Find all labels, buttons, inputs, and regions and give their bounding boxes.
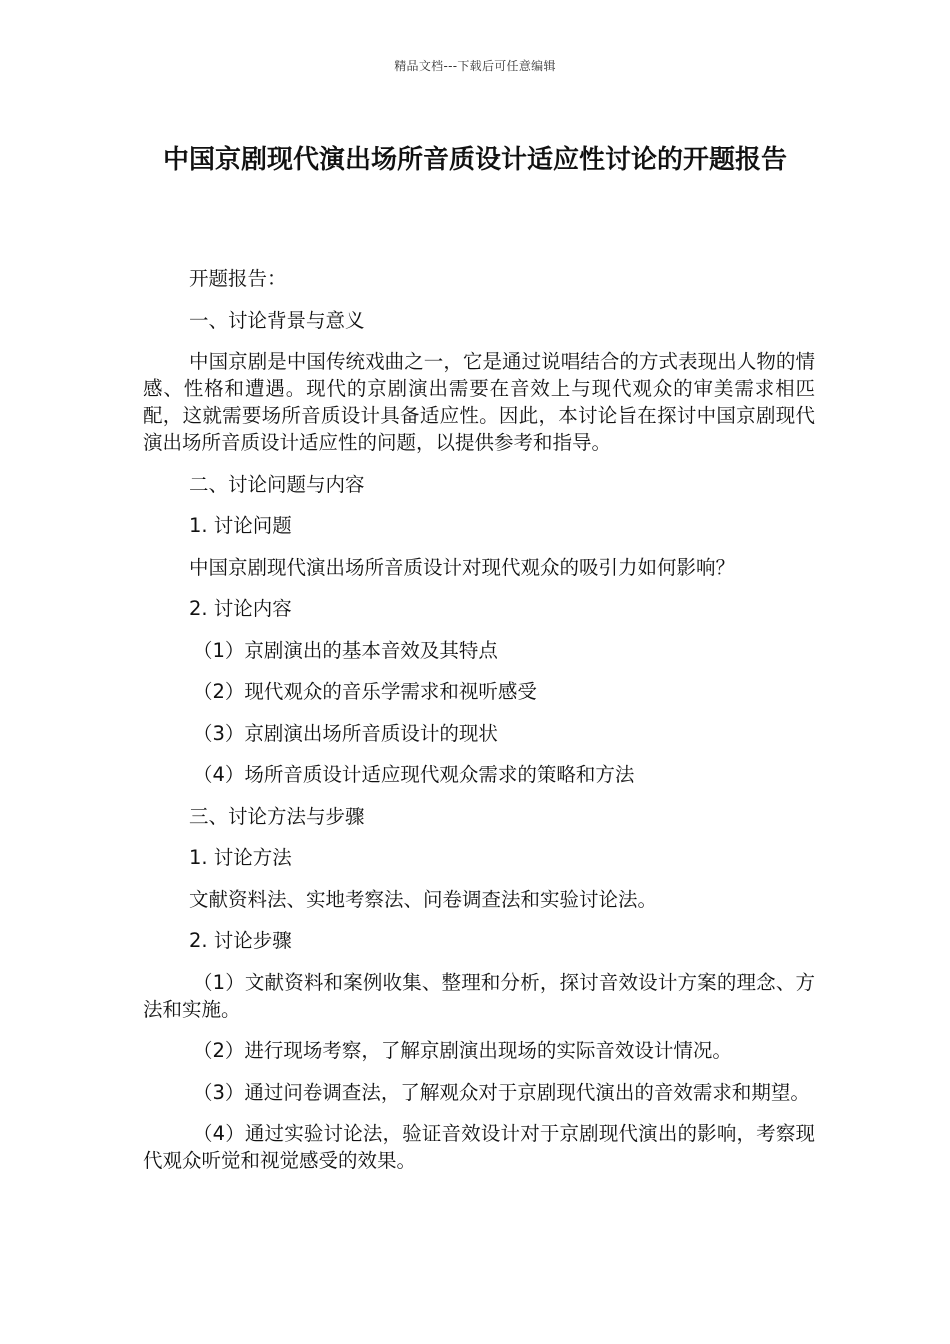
document-body — [143, 265, 815, 1189]
subheading-method: 1. 讨论方法 — [189, 846, 292, 869]
subheading-question: 1. 讨论问题 — [189, 514, 292, 537]
subheading-steps: 2. 讨论步骤 — [189, 929, 292, 952]
paragraph-background: 中国京剧是中国传统戏曲之一，它是通过说唱结合的方式表现出人物的情感、性格和遭遇。现代的京剧演出需要在音效上与现代观众的审美需求相匹配，这就需要场所音质设计具备适应性。因此，本讨论旨在探讨中国京剧现代演出场所音质设计适应性的问题，以提供参考和指导。 — [143, 350, 815, 454]
section-heading-methods: 三、讨论方法与步骤 — [189, 804, 365, 828]
paragraph-methods: 文献资料法、实地考察法、问卷调查法和实验讨论法。 — [189, 887, 658, 911]
list-item: （2）进行现场考察，了解京剧演出现场的实际音效设计情况。 — [193, 1039, 732, 1062]
list-item: （4）通过实验讨论法，验证音效设计对于京剧现代演出的影响，考察现代观众听觉和视觉感受的效果。 — [143, 1122, 815, 1172]
list-item: （4）场所音质设计适应现代观众需求的策略和方法 — [193, 763, 635, 786]
header-note: 精品文档---下载后可任意编辑 — [394, 59, 556, 73]
paragraph-intro-label: 开题报告： — [189, 267, 287, 290]
section-heading-questions: 二、讨论问题与内容 — [189, 472, 365, 496]
list-item: （2）现代观众的音乐学需求和视听感受 — [193, 680, 537, 703]
list-item: （3）京剧演出场所音质设计的现状 — [193, 721, 498, 745]
paragraph-question: 中国京剧现代演出场所音质设计对现代观众的吸引力如何影响？ — [189, 555, 736, 579]
list-item: （1）京剧演出的基本音效及其特点 — [193, 638, 498, 662]
section-heading-background: 一、讨论背景与意义 — [189, 308, 365, 332]
list-item: （1）文献资料和案例收集、整理和分析，探讨音效设计方案的理念、方法和实施。 — [143, 970, 815, 1021]
document-title: 中国京剧现代演出场所音质设计适应性讨论的开题报告 — [162, 145, 787, 175]
list-item: （3）通过问卷调查法，了解观众对于京剧现代演出的音效需求和期望。 — [193, 1080, 810, 1104]
subheading-content: 2. 讨论内容 — [189, 597, 292, 620]
